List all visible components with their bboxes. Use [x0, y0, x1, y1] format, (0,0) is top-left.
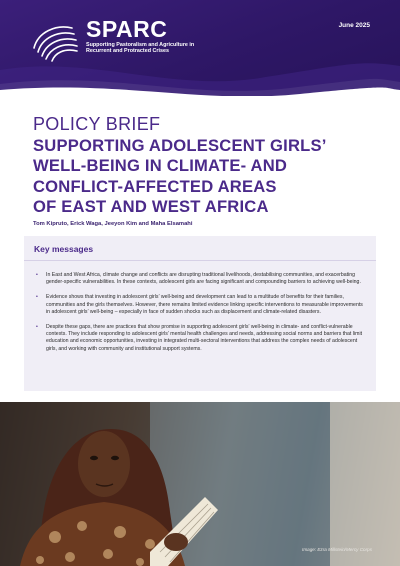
photo-illustration	[0, 402, 400, 566]
cover-photo	[0, 402, 400, 566]
key-message-text: Despite these gaps, there are practices that show promise in supporting adolescent girls’ well-being in climate- and conflict-vulnerable contexts. They include responding to adolescent girls’ mental health challenges and needs, addressing social norms and barriers that limit education and economic opportunities, investing in integrated multi-sectoral interventions that address the complex needs of adolescent girls, and working with community and institutional support systems.	[46, 324, 363, 352]
logo-tagline: Supporting Pastoralism and Agriculture in Recurrent and Protracted Crises	[86, 42, 195, 55]
key-messages-list	[36, 272, 366, 361]
bullet-icon: •	[36, 294, 38, 301]
photo-credit: Image: Ezra Millstein/Mercy Corps	[302, 547, 372, 552]
list-item	[36, 324, 366, 353]
key-message-text: Evidence shows that investing in adolescent girls’ well-being and development can lead to a multitude of benefits for their families, communities and the girls themselves. However, there remains limited evidence linking specific interventions to measurable improvements in adolescent girls’ well-being – especially in face of sudden shocks such as displacement and climate-related disasters.	[46, 294, 363, 315]
key-messages-heading: Key messages	[34, 244, 94, 254]
sparc-logo-icon	[30, 18, 84, 62]
list-item	[36, 272, 366, 286]
bullet-icon: •	[36, 272, 38, 278]
document-title	[33, 136, 373, 218]
title-line: SUPPORTING ADOLESCENT GIRLS’	[33, 136, 327, 155]
title-line: OF EAST AND WEST AFRICA	[33, 197, 269, 217]
key-message-text: In East and West Africa, climate change and conflicts are disrupting traditional livelihoods, destabilising communities, and exacerbating gender-specific vulnerabilities. In these contexts, adolescent girls are facing significant and compounding barriers to achieving well-being.	[46, 272, 361, 286]
document-type-label: POLICY BRIEF	[33, 114, 161, 134]
list-item	[36, 294, 366, 316]
title-line: WELL-BEING IN CLIMATE- AND	[33, 156, 288, 176]
header-band	[0, 0, 400, 96]
key-messages-header	[24, 236, 376, 261]
logo-wordmark: SPARC	[86, 16, 168, 42]
key-messages-panel	[24, 236, 376, 391]
bullet-icon: •	[36, 324, 38, 331]
author-list: Tom Kipruto, Erick Waga, Jeeyon Kim and Maha Elsamahi	[33, 221, 193, 227]
title-line: CONFLICT-AFFECTED AREAS	[33, 176, 277, 196]
publication-date: June 2025	[338, 22, 370, 29]
